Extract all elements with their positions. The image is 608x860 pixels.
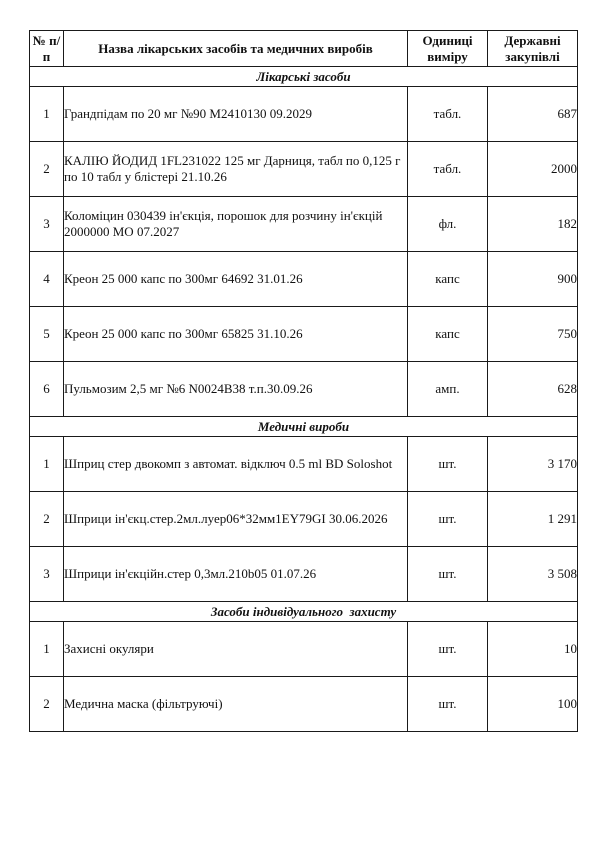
row-name: Коломіцин 030439 ін'єкція, порошок для розчину ін'єкцій 2000000 МО 07.2027: [64, 197, 408, 252]
row-unit: капс: [408, 252, 488, 307]
row-unit: табл.: [408, 87, 488, 142]
row-name: Шприци ін'єкційн.стер 0,3мл.210b05 01.07.26: [64, 547, 408, 602]
row-qty: 750: [488, 307, 578, 362]
row-name: Креон 25 000 капс по 300мг 64692 31.01.26: [64, 252, 408, 307]
table-row: [30, 142, 578, 197]
row-unit: шт.: [408, 547, 488, 602]
header-qty: Державні закупівлі: [488, 31, 578, 67]
row-qty: 3 508: [488, 547, 578, 602]
row-unit: шт.: [408, 437, 488, 492]
table-header-row: [30, 31, 578, 67]
row-num: 2: [30, 142, 64, 197]
row-num: 1: [30, 622, 64, 677]
header-num: № п/п: [30, 31, 64, 67]
table-row: [30, 492, 578, 547]
row-unit: капс: [408, 307, 488, 362]
row-num: 4: [30, 252, 64, 307]
section-title: Лікарські засоби: [30, 67, 578, 87]
table-row: [30, 87, 578, 142]
table-row: [30, 362, 578, 417]
row-name: Шприци ін'єкц.стер.2мл.луер06*32мм1EY79GI 30.06.2026: [64, 492, 408, 547]
row-num: 5: [30, 307, 64, 362]
row-name: Медична маска (фільтруючі): [64, 677, 408, 732]
row-qty: 687: [488, 87, 578, 142]
row-name: КАЛІЮ ЙОДИД 1FL231022 125 мг Дарниця, табл по 0,125 г по 10 табл у блістері 21.10.26: [64, 142, 408, 197]
table-row: [30, 437, 578, 492]
row-name: Шприц стер двокомп з автомат. відключ 0.5 ml BD Soloshot: [64, 437, 408, 492]
row-unit: шт.: [408, 492, 488, 547]
section-row-medical-devices: [30, 417, 578, 437]
row-qty: 1 291: [488, 492, 578, 547]
row-unit: шт.: [408, 622, 488, 677]
row-num: 3: [30, 547, 64, 602]
table-row: [30, 197, 578, 252]
row-num: 3: [30, 197, 64, 252]
row-num: 6: [30, 362, 64, 417]
procurement-table: [29, 30, 578, 732]
row-num: 1: [30, 87, 64, 142]
row-qty: 182: [488, 197, 578, 252]
row-qty: 900: [488, 252, 578, 307]
table-row: [30, 252, 578, 307]
row-unit: табл.: [408, 142, 488, 197]
row-name: Захисні окуляри: [64, 622, 408, 677]
row-qty: 100: [488, 677, 578, 732]
section-row-medicines: [30, 67, 578, 87]
row-num: 2: [30, 677, 64, 732]
row-qty: 10: [488, 622, 578, 677]
row-num: 1: [30, 437, 64, 492]
row-unit: фл.: [408, 197, 488, 252]
section-title: Засоби індивідуального захисту: [30, 602, 578, 622]
row-name: Грандпідам по 20 мг №90 М2410130 09.2029: [64, 87, 408, 142]
header-name: Назва лікарських засобів та медичних виробів: [64, 31, 408, 67]
section-row-ppe: [30, 602, 578, 622]
row-name: Креон 25 000 капс по 300мг 65825 31.10.26: [64, 307, 408, 362]
row-qty: 2000: [488, 142, 578, 197]
table-row: [30, 622, 578, 677]
row-num: 2: [30, 492, 64, 547]
row-qty: 628: [488, 362, 578, 417]
table-row: [30, 677, 578, 732]
table-row: [30, 547, 578, 602]
header-unit: Одиниці виміру: [408, 31, 488, 67]
section-title: Медичні вироби: [30, 417, 578, 437]
row-qty: 3 170: [488, 437, 578, 492]
row-name: Пульмозим 2,5 мг №6 N0024B38 т.п.30.09.26: [64, 362, 408, 417]
table-row: [30, 307, 578, 362]
row-unit: шт.: [408, 677, 488, 732]
row-unit: амп.: [408, 362, 488, 417]
